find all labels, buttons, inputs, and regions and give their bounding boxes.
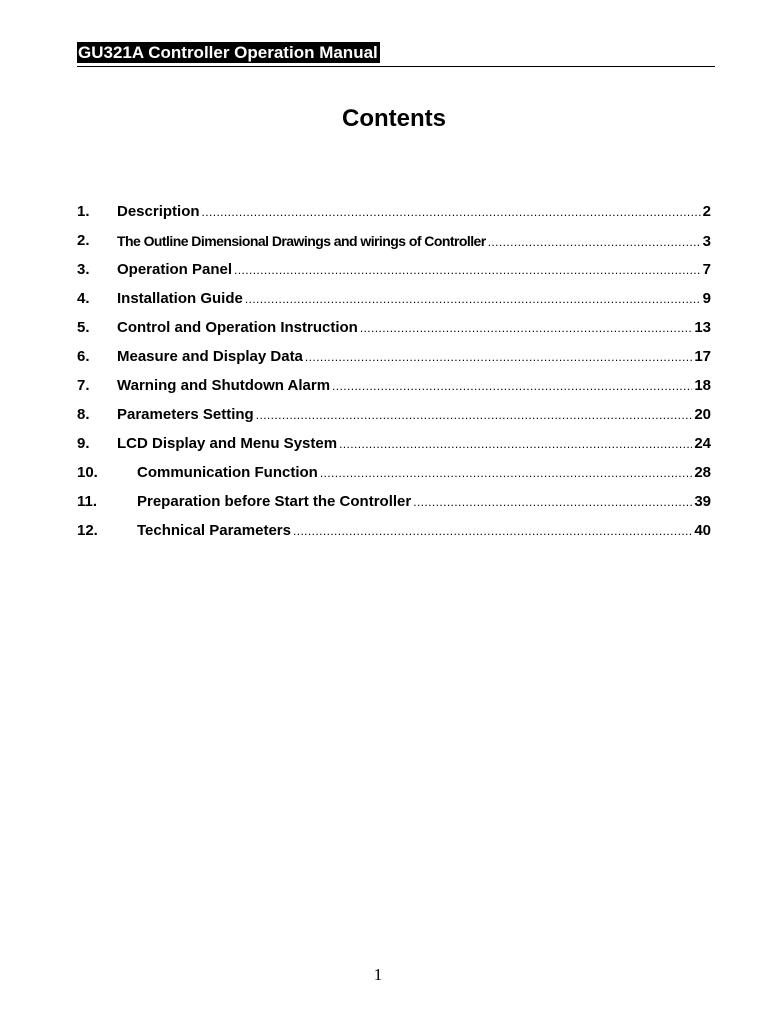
toc-entry-number: 5. [77,319,90,336]
toc-entry-page: 40 [694,522,711,539]
toc-entry-technical-parameters[interactable] [77,519,711,543]
toc-entry-label: Parameters Setting [117,406,254,423]
header-divider [77,66,715,67]
document-header-title: GU321A Controller Operation Manual [78,43,378,62]
toc-entry-label: LCD Display and Menu System [117,435,338,452]
toc-entry-measure-display[interactable] [77,345,711,369]
toc-entry-page: 39 [694,493,711,510]
toc-dot-leader [332,374,692,398]
toc-entry-outline-drawings[interactable] [77,229,711,253]
toc-entry-page: 9 [702,290,711,307]
toc-dot-leader [245,287,701,311]
toc-entry-page: 3 [702,233,711,250]
toc-entry-number: 2. [77,232,90,249]
toc-entry-label: Description [117,203,200,220]
toc-entry-label: Control and Operation Instruction [117,319,358,336]
toc-entry-label: Warning and Shutdown Alarm [117,377,331,394]
toc-entry-page: 13 [694,319,711,336]
toc-entry-number: 4. [77,290,90,307]
toc-entry-operation-panel[interactable] [77,258,711,282]
toc-entry-page: 17 [694,348,711,365]
toc-entry-label: Measure and Display Data [117,348,303,365]
toc-dot-leader [413,490,692,514]
toc-entry-number: 1. [77,203,90,220]
toc-entry-number: 3. [77,261,90,278]
toc-entry-number: 11. [77,493,98,510]
toc-entry-page: 28 [694,464,711,481]
toc-entry-number: 8. [77,406,90,423]
toc-entry-label: Communication Function [137,464,318,481]
toc-entry-number: 6. [77,348,90,365]
toc-entry-control-operation[interactable] [77,316,711,340]
toc-dot-leader [360,316,692,340]
toc-entry-page: 20 [694,406,711,423]
toc-entry-description[interactable] [77,200,711,224]
toc-entry-number: 9. [77,435,90,452]
toc-entry-number: 10. [77,464,98,481]
toc-entry-label: The Outline Dimensional Drawings and wirings of Controller [117,233,486,249]
toc-entry-label: Installation Guide [117,290,243,307]
toc-dot-leader [320,461,692,485]
toc-entry-installation-guide[interactable] [77,287,711,311]
toc-dot-leader [488,230,701,254]
toc-entry-page: 2 [702,203,711,220]
toc-entry-communication[interactable] [77,461,711,485]
contents-heading: Contents [342,105,446,132]
toc-dot-leader [339,432,692,456]
toc-dot-leader [202,200,701,224]
toc-entry-page: 7 [702,261,711,278]
toc-dot-leader [256,403,693,427]
toc-entry-warning-shutdown[interactable] [77,374,711,398]
toc-dot-leader [305,345,692,369]
toc-dot-leader [293,519,692,543]
toc-entry-label: Operation Panel [117,261,233,278]
toc-entry-label: Preparation before Start the Controller [137,493,412,510]
toc-entry-label: Technical Parameters [137,522,291,539]
toc-entry-parameters-setting[interactable] [77,403,711,427]
page-number: 1 [373,965,383,984]
toc-dot-leader [234,258,701,282]
toc-entry-page: 18 [694,377,711,394]
toc-entry-preparation[interactable] [77,490,711,514]
toc-entry-number: 12. [77,522,98,539]
toc-entry-number: 7. [77,377,90,394]
toc-entry-lcd-menu[interactable] [77,432,711,456]
toc-entry-page: 24 [694,435,711,452]
